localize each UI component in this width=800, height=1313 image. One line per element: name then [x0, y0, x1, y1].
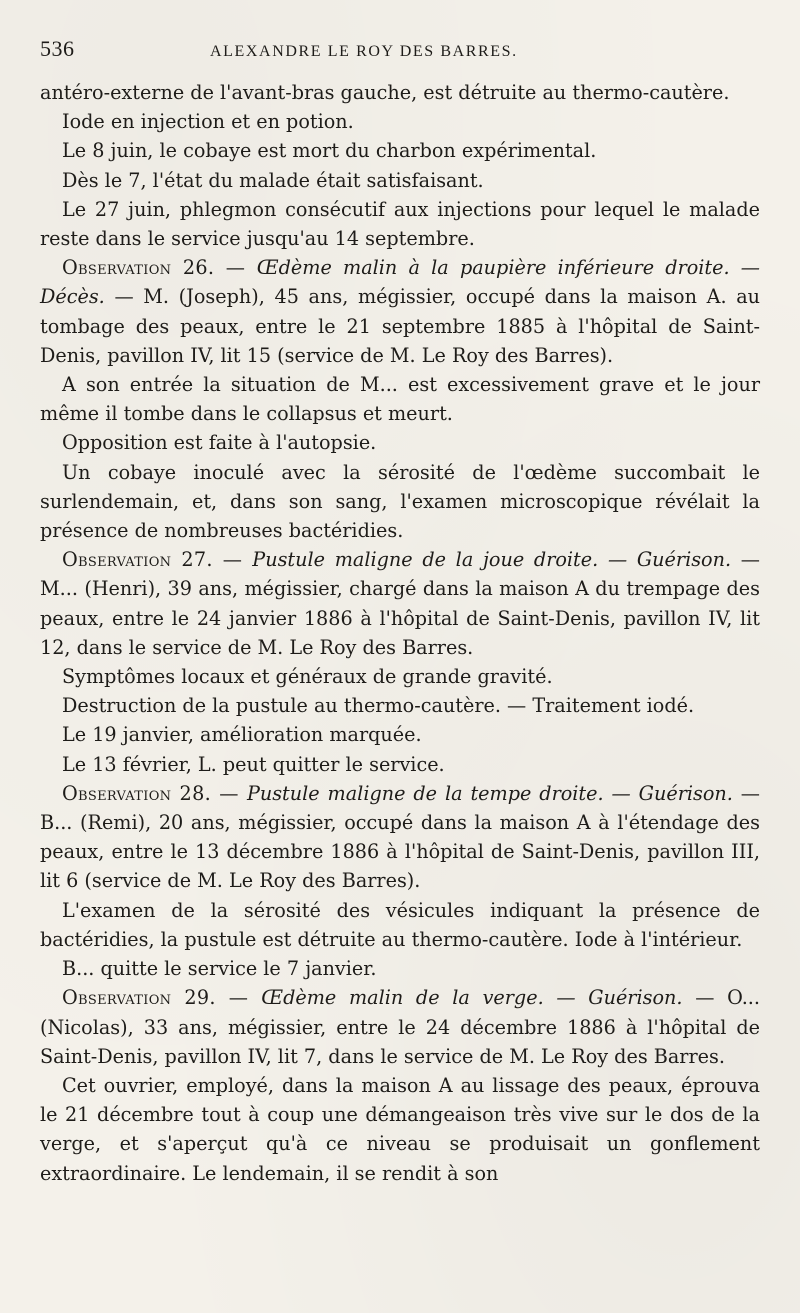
observation-diagnosis: Œdème malin à la paupière inférieure droite. — Décès.	[40, 256, 760, 309]
paragraph	[40, 545, 760, 662]
observation-label: Observation 29. —	[62, 986, 262, 1010]
paragraph-text: Le 19 janvier, amélioration marquée.	[62, 723, 422, 747]
observation-label: Observation 27. —	[62, 548, 253, 572]
paragraph-text: Le 13 février, L. peut quitter le service.	[62, 752, 445, 776]
paragraph	[40, 983, 760, 1071]
body-text	[40, 78, 760, 1188]
observation-diagnosis: Œdème malin de la verge. — Guérison.	[261, 986, 683, 1010]
observation-label: Observation 26. —	[62, 256, 257, 280]
paragraph	[40, 78, 760, 107]
paragraph-text: — O... (Nicolas), 33 ans, mégissier, entre le 24 décembre 1886 à l'hôpital de Saint-Denis, pavillon IV, lit 7, dans le service de M. Le Roy des Barres.	[40, 986, 760, 1068]
paragraph-text: Opposition est faite à l'autopsie.	[62, 431, 377, 455]
paragraph-text: Iode en injection et en potion.	[62, 110, 354, 134]
paragraph	[40, 136, 760, 165]
paragraph-text: Le 8 juin, le cobaye est mort du charbon expérimental.	[62, 139, 597, 163]
paragraph	[40, 458, 760, 546]
paragraph	[40, 954, 760, 983]
paragraph-text: — M. (Joseph), 45 ans, mégissier, occupé dans la maison A. au tombage des peaux, entre le 21 septembre 1885 à l'hôpital de Saint-Denis, pavillon IV, lit 15 (service de M. Le Roy des Barres).	[40, 285, 760, 367]
paragraph-text: Destruction de la pustule au thermo-cautère. — Traitement iodé.	[62, 694, 695, 718]
paragraph-text: Un cobaye inoculé avec la sérosité de l'œdème succombait le surlendemain, et, dans son sang, l'examen microscopique révélait la présence de nombreuses bactéridies.	[40, 460, 760, 543]
paragraph-text: Le 27 juin, phlegmon consécutif aux injections pour lequel le malade reste dans le service jusqu'au 14 septembre.	[40, 197, 760, 251]
paragraph	[40, 779, 760, 896]
paragraph-text: — M... (Henri), 39 ans, mégissier, chargé dans la maison A du trempage des peaux, entre le 24 janvier 1886 à l'hôpital de Saint-Denis, pavillon IV, lit 12, dans le service de M. Le Roy des Barres.	[40, 548, 760, 659]
paragraph-text: Symptômes locaux et généraux de grande gravité.	[62, 665, 553, 689]
paragraph-text: Dès le 7, l'état du malade était satisfaisant.	[62, 168, 484, 192]
paragraph-text: L'examen de la sérosité des vésicules indiquant la présence de bactéridies, la pustule est détruite au thermo-cautère. Iode à l'intérieur.	[40, 898, 760, 951]
paragraph	[40, 107, 760, 136]
running-head	[40, 36, 760, 78]
page-number: 536	[40, 36, 75, 61]
paragraph	[40, 253, 760, 370]
paragraph	[40, 195, 760, 253]
observation-label: Observation 28. —	[62, 781, 247, 805]
paragraph-text: antéro-externe de l'avant-bras gauche, est détruite au thermo-cautère.	[40, 81, 730, 104]
running-title: ALEXANDRE LE ROY DES BARRES.	[210, 43, 518, 60]
paragraph	[40, 896, 760, 954]
paragraph	[40, 662, 760, 691]
paragraph	[40, 370, 760, 428]
paragraph	[40, 428, 760, 457]
paragraph	[40, 166, 760, 195]
paragraph-text: A son entrée la situation de M... est excessivement grave et le jour même il tombe dans le collapsus et meurt.	[40, 373, 760, 426]
paragraph-text: B... quitte le service le 7 janvier.	[62, 957, 377, 981]
observation-diagnosis: Pustule maligne de la joue droite. — Guérison.	[252, 548, 732, 572]
paragraph	[40, 750, 760, 779]
paragraph	[40, 691, 760, 720]
paragraph	[40, 1071, 760, 1188]
paragraph-text: Cet ouvrier, employé, dans la maison A au lissage des peaux, éprouva le 21 décembre tout à coup une démangeaison très vive sur le dos de la verge, et s'aperçut qu'à ce niveau se produisait un gonflement extraordinaire. Le lendemain, il se rendit à son	[40, 1073, 760, 1185]
paragraph	[40, 720, 760, 749]
observation-diagnosis: Pustule maligne de la tempe droite. — Guérison.	[246, 781, 733, 805]
paragraph-text: — B... (Remi), 20 ans, mégissier, occupé dans la maison A à l'étendage des peaux, entre le 13 décembre 1886 à l'hôpital de Saint-Denis, pavillon III, lit 6 (service de M. Le Roy des Barres).	[40, 781, 760, 893]
